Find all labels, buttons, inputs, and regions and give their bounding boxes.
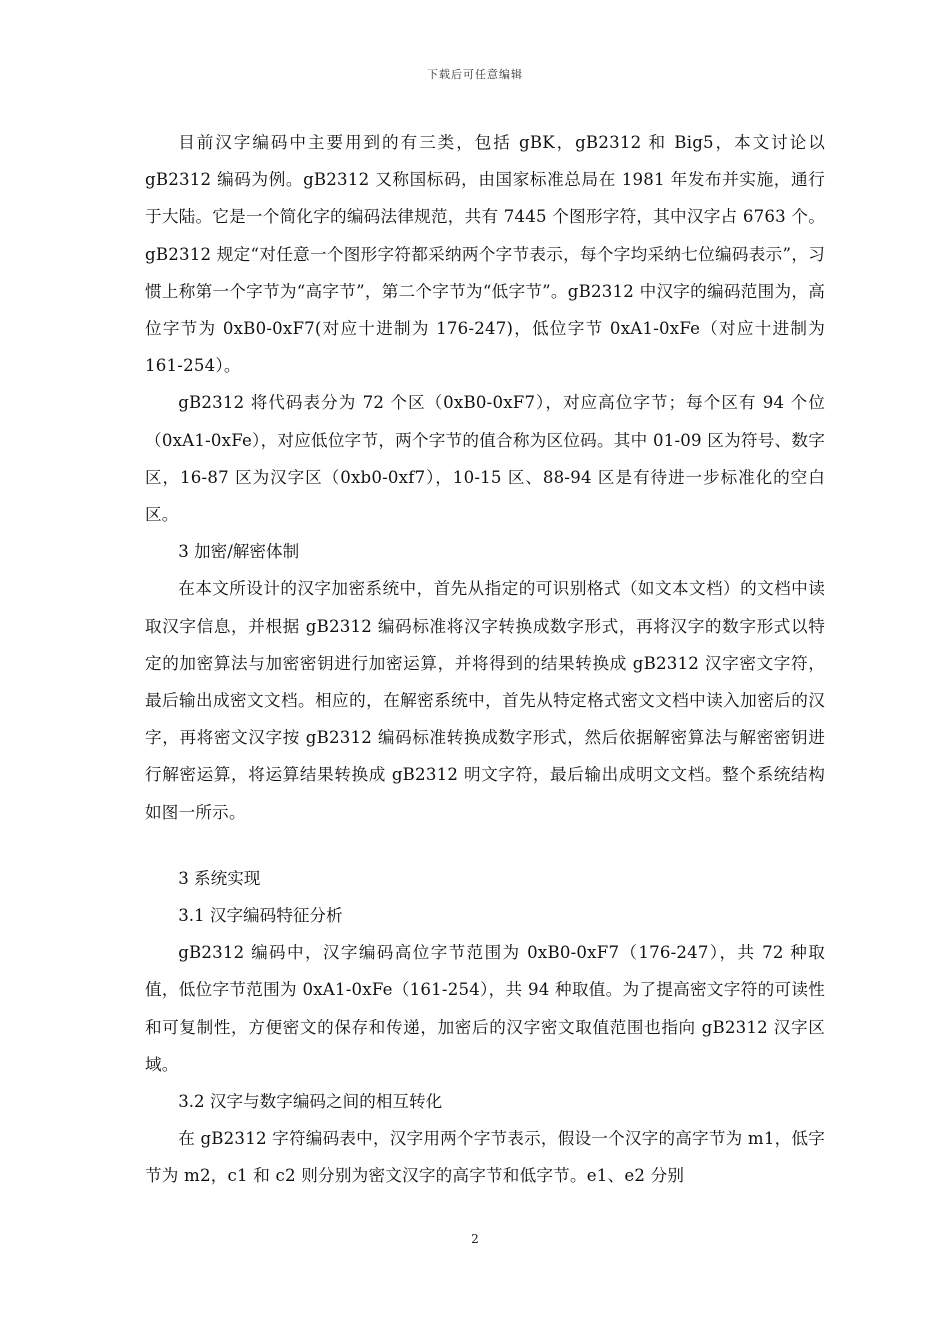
paragraph-encoding-analysis: gB2312 编码中，汉字编码高位字节范围为 0xB0-0xF7（176-247），共 72 种取值，低位字节范围为 0xA1-0xFe（161-254），共 94 种取值。为了提高密文字符的可读性和可复制性，方便密文的保存和传递，加密后的汉字密文取值范围也指向 gB2312 汉字区域。 xyxy=(145,943,825,1074)
page-header: 下载后可任意编辑 xyxy=(427,68,523,81)
document-body xyxy=(145,124,825,1195)
paragraph-encoding-intro: 目前汉字编码中主要用到的有三类，包括 gBK，gB2312 和 Big5，本文讨论以 gB2312 编码为例。gB2312 又称国标码，由国家标准总局在 1981 年发布并实施，通行于大陆。它是一个简化字的编码法律规范，共有 7445 个图形字符，其中汉字占 6763 个。gB2312 规定“对任意一个图形字符都采纳两个字节表示，每个字均采纳七位编码表示”，习惯上称第一个字节为“高字节”，第二个字节为“低字节”。gB2312 中汉字的编码范围为，高位字节为 0xB0-0xF7(对应十进制为 176-247)，低位字节 0xA1-0xFe（对应十进制为 161-254）。 xyxy=(145,133,825,376)
heading-encryption-system: 3 加密/解密体制 xyxy=(178,542,300,562)
paragraph-code-table: gB2312 将代码表分为 72 个区（0xB0-0xF7），对应高位字节；每个区有 94 个位（0xA1-0xFe），对应低位字节，两个字节的值合称为区位码。其中 01-09 区为符号、数字区，16-87 区为汉字区（0xb0-0xf7），10-15 区、88-94 区是有待进一步标准化的空白区。 xyxy=(145,393,825,525)
section-gap xyxy=(145,831,825,860)
heading-conversion: 3.2 汉字与数字编码之间的相互转化 xyxy=(178,1092,443,1112)
page-number: 2 xyxy=(471,1232,479,1246)
paragraph-conversion: 在 gB2312 字符编码表中，汉字用两个字节表示，假设一个汉字的高字节为 m1，低字节为 m2，c1 和 c2 则分别为密文汉字的高字节和低字节。e1、e2 分别 xyxy=(145,1129,825,1186)
heading-system-implementation: 3 系统实现 xyxy=(178,868,261,888)
heading-encoding-analysis: 3.1 汉字编码特征分析 xyxy=(178,906,343,926)
paragraph-encryption-system: 在本文所设计的汉字加密系统中，首先从指定的可识别格式（如文本文档）的文档中读取汉字信息，并根据 gB2312 编码标准将汉字转换成数字形式，再将汉字的数字形式以特定的加密算法与加密密钥进行加密运算，并将得到的结果转换成 gB2312 汉字密文字符，最后输出成密文文档。相应的，在解密系统中，首先从特定格式密文文档中读入加密后的汉字，再将密文汉字按 gB2312 编码标准转换成数字形式，然后依据解密算法与解密密钥进行解密运算，将运算结果转换成 gB2312 明文字符，最后输出成明文文档。整个系统结构如图一所示。 xyxy=(145,579,825,822)
